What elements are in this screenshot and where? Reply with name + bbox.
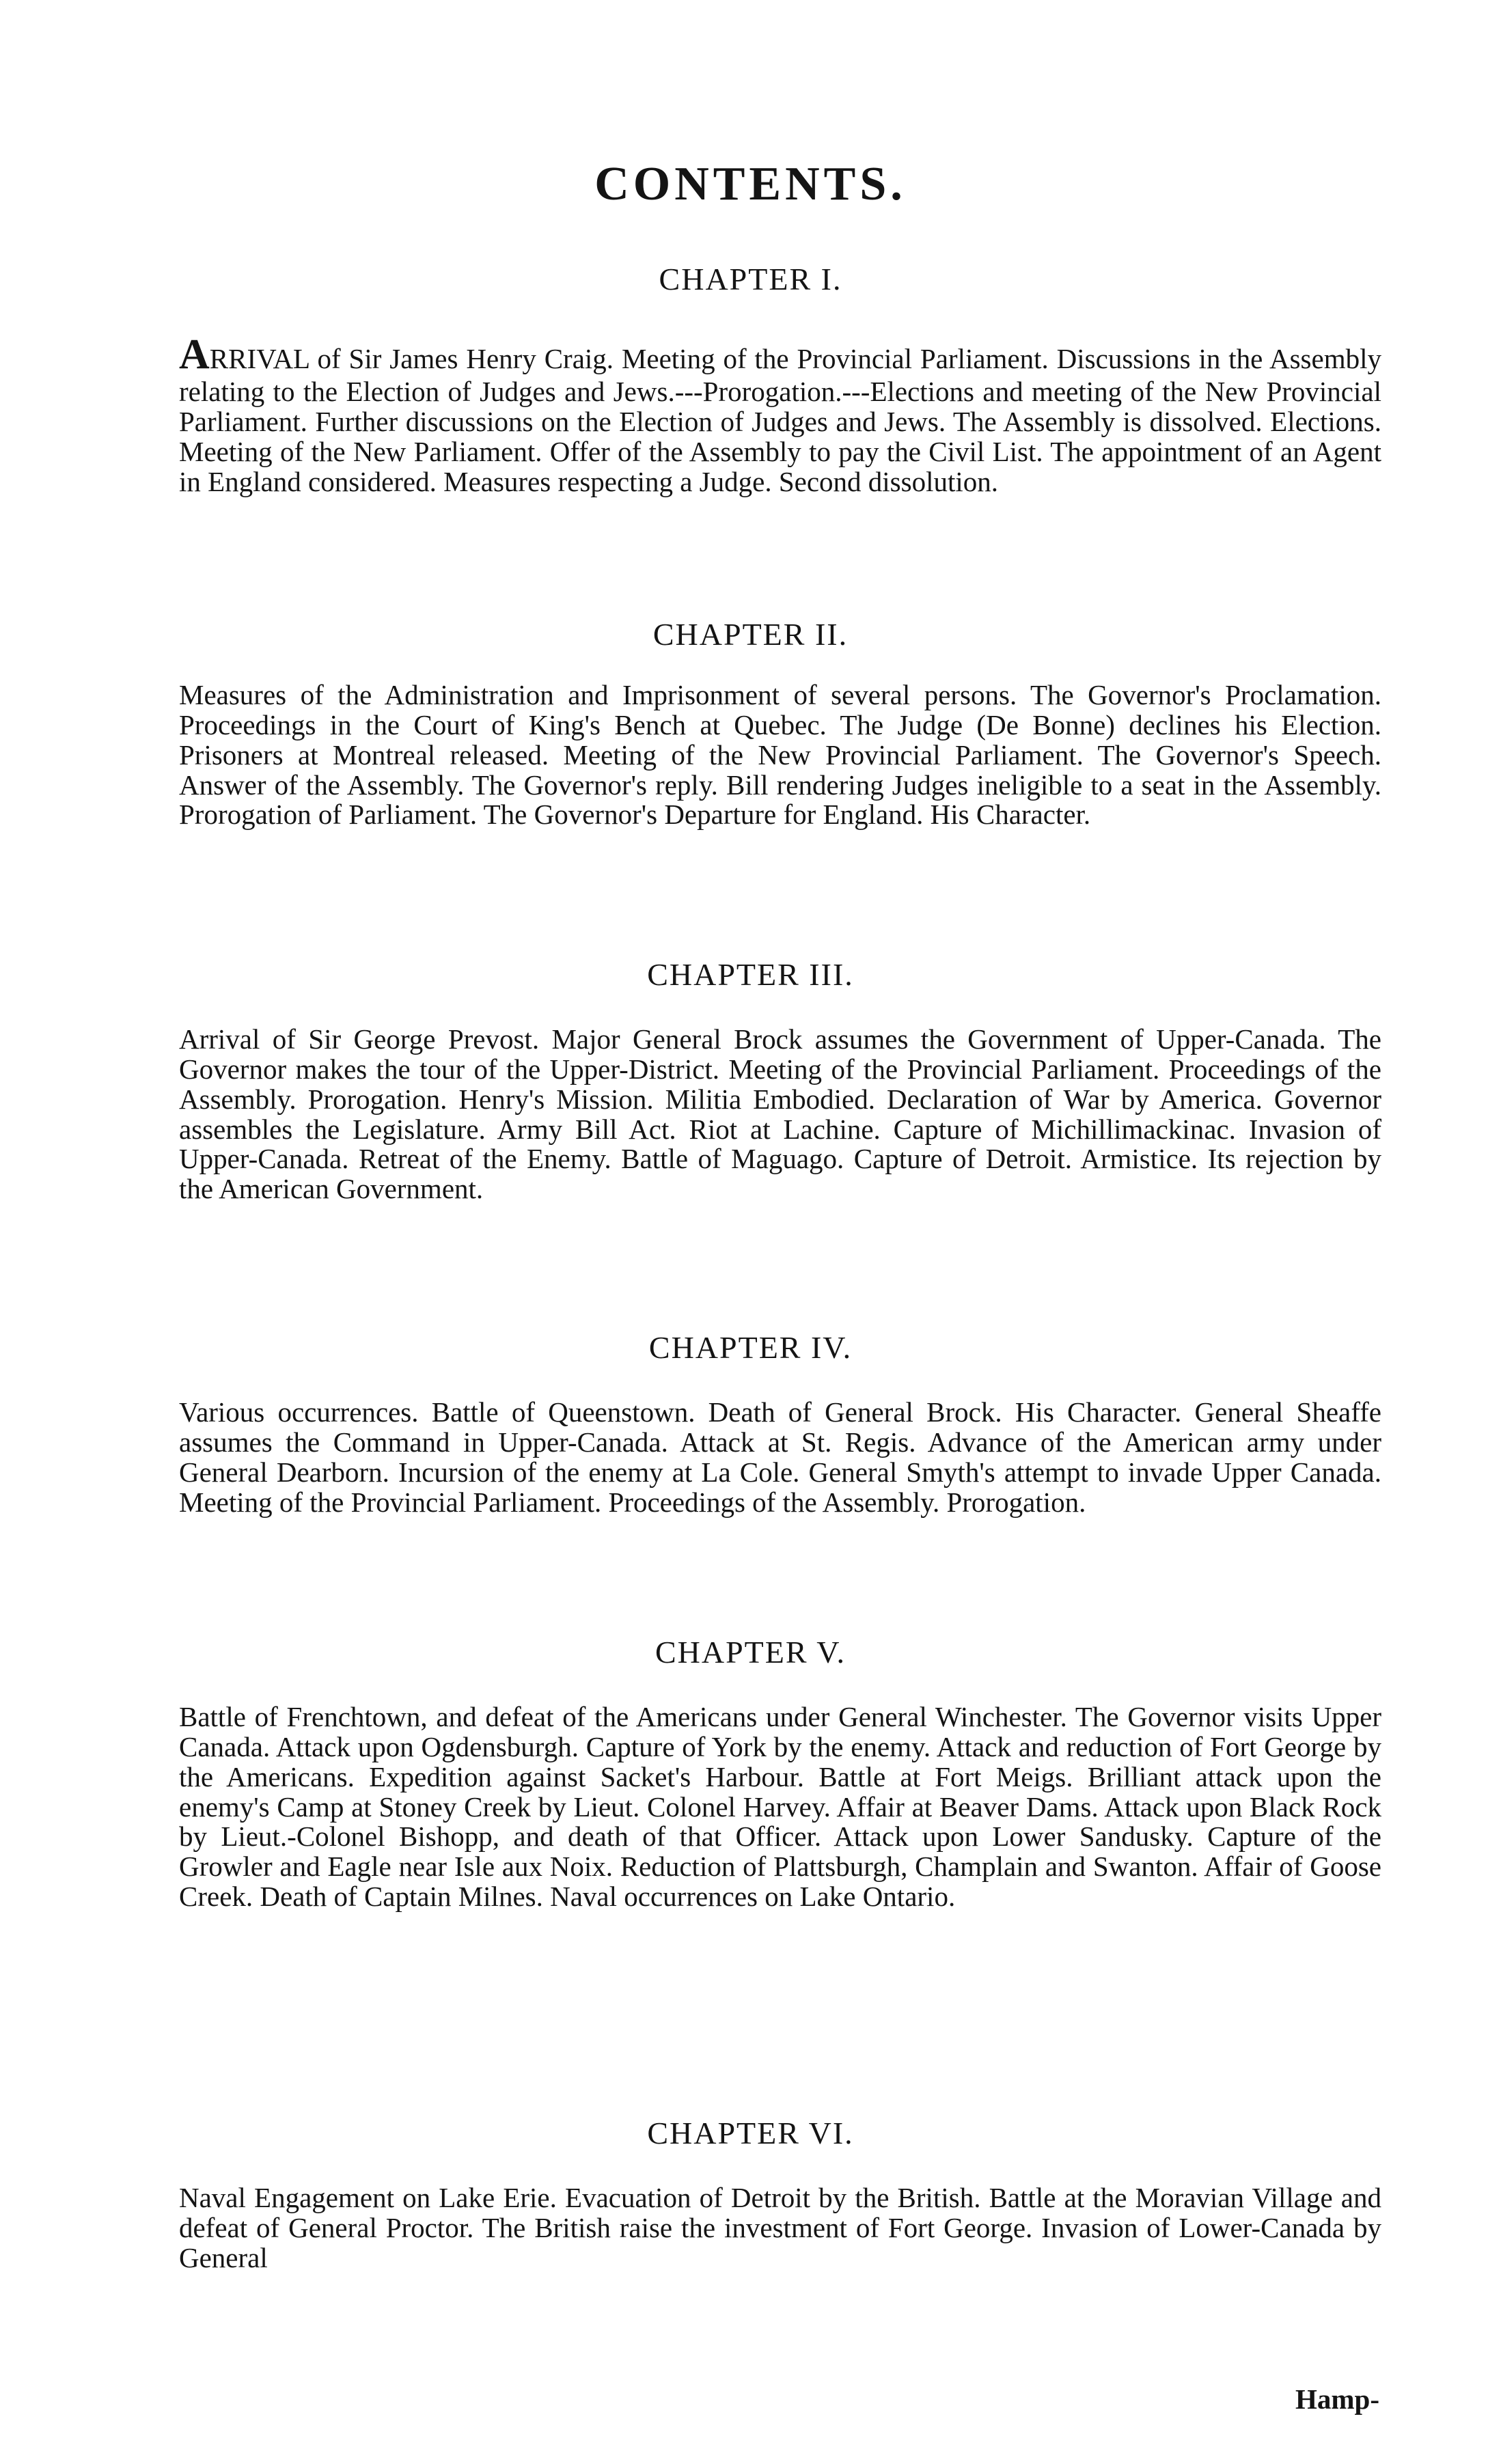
chapter-heading-2: CHAPTER II. [652,617,849,652]
chapter-summary-6: Naval Engagement on Lake Erie. Evacuation of Detroit by the British. Battle at the Moravian Village and defeat of General Proctor. The British raise the investment of Fort George. Invasion of Lower-Canada by General [179,2182,1381,2273]
catchword: Hamp- [1295,2383,1379,2415]
chapter-summary-3: Arrival of Sir George Prevost. Major General Brock assumes the Government of Upper-Canada. The Governor makes the tour of the Upper-District. Meeting of the Provincial Parliament. Proceedings of the Assembly. Prorogation. Henry's Mission. Militia Embodied. Declaration of War by America. Governor assembles the Legislature. Army Bill Act. Riot at Lachine. Capture of Michillimackinac. Invasion of Upper-Canada. Retreat of the Enemy. Battle of Maguago. Capture of Detroit. Armistice. Its rejection by the American Government. [179,1023,1381,1205]
page-title: CONTENTS. [594,158,907,210]
chapter-heading-3: CHAPTER III. [647,957,854,992]
chapter-summary-4: Various occurrences. Battle of Queenstown. Death of General Brock. His Character. General Sheaffe assumes the Command in Upper-Canada. Attack at St. Regis. Advance of the American army under General Dearborn. Incursion of the enemy at La Cole. General Smyth's attempt to invade Upper Canada. Meeting of the Provincial Parliament. Proceedings of the Assembly. Prorogation. [179,1396,1381,1518]
chapter-heading-6: CHAPTER VI. [647,2116,854,2150]
chapter-heading-1: CHAPTER I. [659,262,842,296]
drop-cap: A [179,331,210,378]
chapter-summary-5: Battle of Frenchtown, and defeat of the Americans under General Winchester. The Governor visits Upper Canada. Attack upon Ogdensburgh. Capture of York by the enemy. Attack and reduction of Fort George by the Americans. Expedition against Sacket's Harbour. Battle at Fort Meigs. Brilliant attack upon the enemy's Camp at Stoney Creek by Lieut. Colonel Harvey. Affair at Beaver Dams. Attack upon Black Rock by Lieut.-Colonel Bishopp, and death of that Officer. Attack upon Lower Sandusky. Capture of the Growler and Eagle near Isle aux Noix. Reduction of Plattsburgh, Champlain and Swanton. Affair of Goose Creek. Death of Captain Milnes. Naval occurrences on Lake Ontario. [179,1701,1381,1913]
chapter-heading-5: CHAPTER V. [655,1635,846,1670]
chapter-summary-1 [179,332,1381,497]
chapter-summary-2: Measures of the Administration and Imprisonment of several persons. The Governor's Proclamation. Proceedings in the Court of King's Bench at Quebec. The Judge (De Bonne) declines his Election. Prisoners at Montreal released. Meeting of the New Provincial Parliament. The Governor's Speech. Answer of the Assembly. The Governor's reply. Bill rendering Judges ineligible to a seat in the Assembly. Prorogation of Parliament. The Governor's Departure for England. His Character. [179,679,1381,831]
chapter-heading-4: CHAPTER IV. [648,1330,853,1365]
chapter-summary-1-text: RRIVAL of Sir James Henry Craig. Meeting of the Provincial Parliament. Discussions in the Assembly relating to the Election of Judges and Jews.---Prorogation.---Elections and meeting of the New Provincial Parliament. Further discussions on the Election of Judges and Jews. The Assembly is dissolved. Elections. Meeting of the New Parliament. Offer of the Assembly to pay the Civil List. The appointment of an Agent in England considered. Measures respecting a Judge. Second dissolution. [179,343,1381,497]
